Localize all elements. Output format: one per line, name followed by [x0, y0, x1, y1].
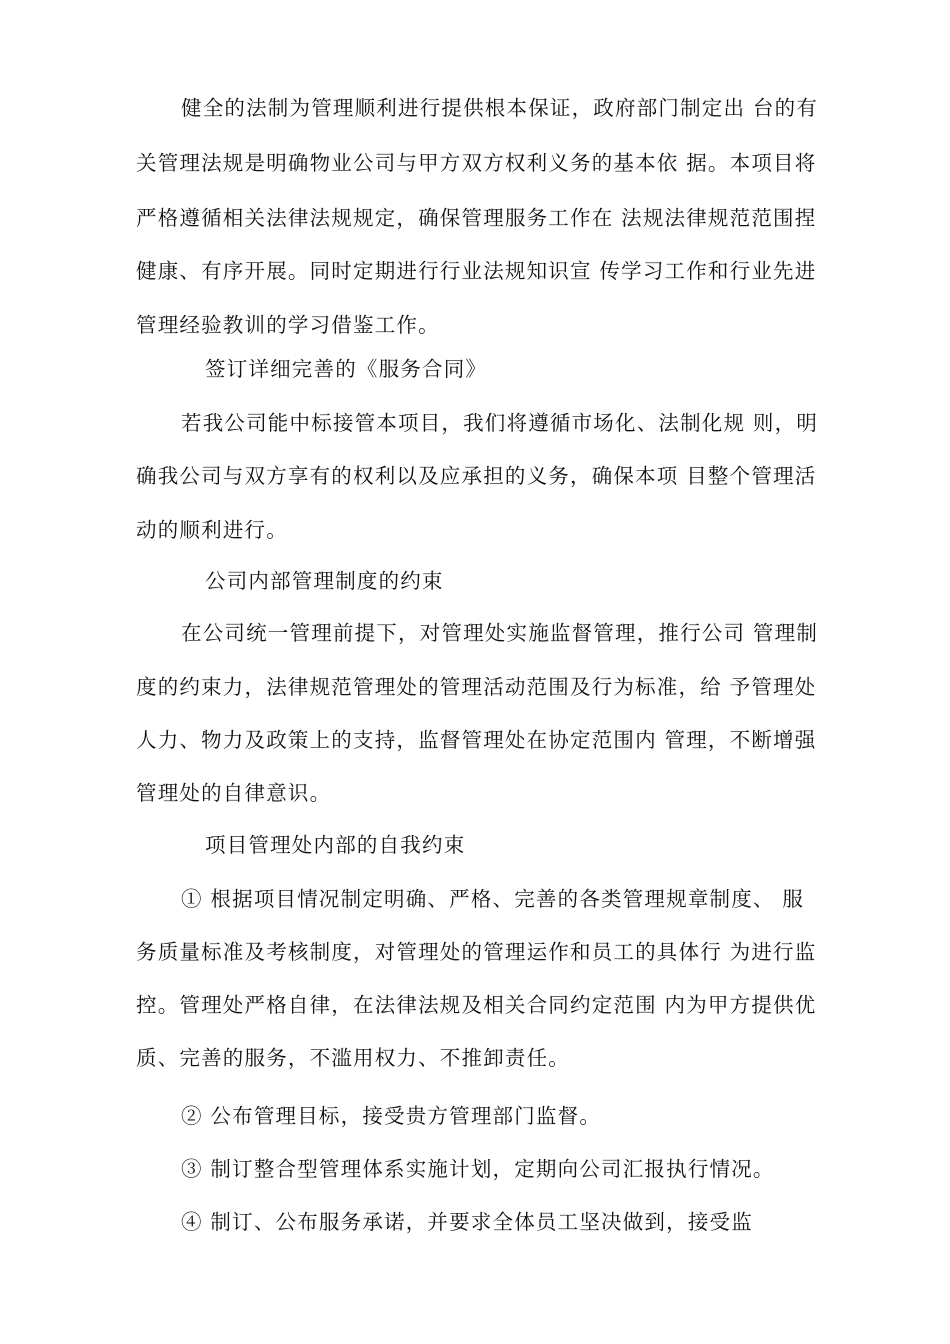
text-line: 度的约束力，法律规范管理处的管理活动范围及行为标准，给 予管理处: [136, 675, 817, 699]
text-line: 严格遵循相关法律法规规定，确保管理服务工作在 法规法律规范范围捏: [136, 206, 817, 230]
section-heading-service-contract: 签订详细完善的《服务合同》: [205, 357, 488, 381]
text-line: 健全的法制为管理顺利进行提供根本保证，政府部门制定出 台的有: [181, 96, 819, 120]
text-line: ① 根据项目情况制定明确、严格、完善的各类管理规章制度、 服: [181, 887, 805, 911]
text-line: 人力、物力及政策上的支持，监督管理处在协定范围内 管理，不断增强: [136, 728, 817, 752]
text-line: 务质量标准及考核制度，对管理处的管理运作和员工的具体行 为进行监: [136, 940, 817, 964]
text-line: 动的顺利进行。: [136, 518, 288, 542]
text-line: 在公司统一管理前提下，对管理处实施监督管理，推行公司 管理制: [181, 621, 819, 645]
list-item: ② 公布管理目标，接受贵方管理部门监督。: [181, 1104, 602, 1128]
text-line: 健康、有序开展。同时定期进行行业法规知识宣 传学习工作和行业先进: [136, 259, 817, 283]
text-line: 若我公司能中标接管本项目，我们将遵循市场化、法制化规 则，明: [181, 411, 819, 435]
text-line: 质、完善的服务，不滥用权力、不推卸责任。: [136, 1046, 570, 1070]
section-heading-internal-rules: 公司内部管理制度的约束: [205, 569, 444, 593]
list-item: ④ 制订、公布服务承诺，并要求全体员工坚决做到，接受监: [181, 1210, 753, 1234]
text-line: 关管理法规是明确物业公司与甲方双方权利义务的基本依 据。本项目将: [136, 151, 817, 175]
text-line: 控。管理处严格自律，在法律法规及相关合同约定范围 内为甲方提供优: [136, 993, 817, 1017]
section-heading-self-discipline: 项目管理处内部的自我约束: [205, 833, 466, 857]
text-line: 确我公司与双方享有的权利以及应承担的义务，确保本项 目整个管理活: [136, 464, 817, 488]
text-line: 管理经验教训的学习借鉴工作。: [136, 313, 440, 337]
list-item: ③ 制订整合型管理体系实施计划，定期向公司汇报执行情况。: [181, 1157, 775, 1181]
text-line: 管理处的自律意识。: [136, 781, 332, 805]
